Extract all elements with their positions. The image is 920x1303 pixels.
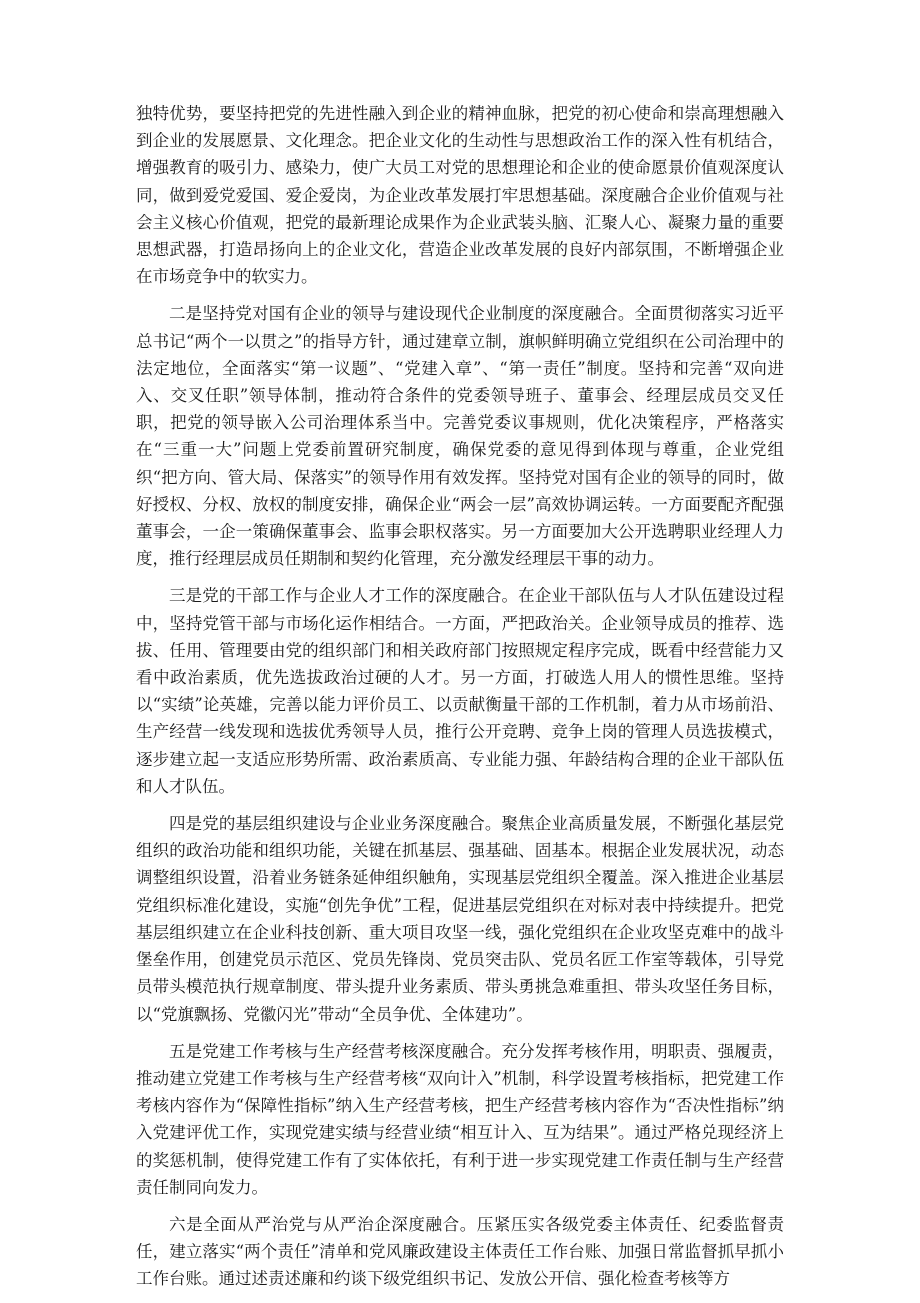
document-body [136, 100, 784, 1303]
paragraph-cadre-talent-work: 三是党的干部工作与企业人才工作的深度融合。在企业干部队伍与人才队伍建设过程中，坚持党管干部与市场化运作相结合。一方面，严把政治关。企业领导成员的推荐、选拔、任用、管理要由党的组织部门和相关政府部门按照规定程序完成，既看中经营能力又看中政治素质，优先选拔政治过硬的人才。另一方面，打破选人用人的惯性思维。坚持以“实绩”论英雄，完善以能力评价员工、以贡献衡量干部的工作机制，着力从市场前沿、生产经营一线发现和选拔优秀领导人员，推行公开竞聘、竞争上岗的管理人员选拔模式，逐步建立起一支适应形势所需、政治素质高、专业能力强、年龄结构合理的企业干部队伍和人才队伍。 [136, 586, 784, 796]
paragraph-grassroots-organization: 四是党的基层组织建设与企业业务深度融合。聚焦企业高质量发展，不断强化基层党组织的政治功能和组织功能，关键在抓基层、强基础、固基本。根据企业发展状况，动态调整组织设置，沿着业务链条延伸组织触角，实现基层党组织全覆盖。深入推进企业基层党组织标准化建设，实施“创先争优”工程，促进基层党组织在对标对表中持续提升。把党基层组织建立在企业科技创新、重大项目攻坚一线，强化党组织在企业攻坚克难中的战斗堡垒作用，创建党员示范区、党员先锋岗、党员突击队、党员名匠工作室等载体，引导党员带头模范执行规章制度、带头提升业务素质、带头勇挑急难重担、带头攻坚任务目标，以“党旗飘扬、党徽闪光”带动“全员争优、全体建功”。 [136, 814, 784, 1024]
paragraph-assessment-integration: 五是党建工作考核与生产经营考核深度融合。充分发挥考核作用，明职责、强履责，推动建立党建工作考核与生产经营考核“双向计入”机制，科学设置考核指标，把党建工作考核内容作为“保障性指标”纳入生产经营考核，把生产经营考核内容作为“否决性指标”纳入党建评优工作，实现党建实绩与经营业绩“相互计入、互为结果”。通过严格兑现经济上的奖惩机制，使得党建工作有了实体依托，有利于进一步实现党建工作责任制与生产经营责任制同向发力。 [136, 1041, 784, 1197]
paragraph-strict-governance: 六是全面从严治党与从严治企深度融合。压紧压实各级党委主体责任、纪委监督责任，建立落实“两个责任”清单和党风廉政建设主体责任工作台账、加强日常监督抓早抓小工作台账。通过述责述廉和约谈下级党组织书记、发放公开信、强化检查考核等方 [136, 1214, 784, 1289]
paragraph-party-leadership-governance: 二是坚持党对国有企业的领导与建设现代企业制度的深度融合。全面贯彻落实习近平总书记“两个一以贯之”的指导方针，通过建章立制，旗帜鲜明确立党组织在公司治理中的法定地位，全面落实“第一议题”、“党建入章”、“第一责任”制度。坚持和完善“双向进入、交叉任职”领导体制，推动符合条件的党委领导班子、董事会、经理层成员交叉任职，把党的领导嵌入公司治理体系当中。完善党委议事规则，优化决策程序，严格落实在“三重一大”问题上党委前置研究制度，确保党委的意见得到体现与尊重，企业党组织“把方向、管大局、保落实”的领导作用有效发挥。坚持党对国有企业的领导的同时，做好授权、分权、放权的制度安排，确保企业“两会一层”高效协调运转。一方面要配齐配强董事会，一企一策确保董事会、监事会职权落实。另一方面要加大公开选聘职业经理人力度，推行经理层成员任期制和契约化管理，充分激发经理层干事的动力。 [136, 304, 784, 569]
paragraph-culture-integration: 独特优势，要坚持把党的先进性融入到企业的精神血脉，把党的初心使命和崇高理想融入到企业的发展愿景、文化理念。把企业文化的生动性与思想政治工作的深入性有机结合，增强教育的吸引力、感染力，使广大员工对党的思想理论和企业的使命愿景价值观深度认同，做到爱党爱国、爱企爱岗，为企业改革发展打牢思想基础。深度融合企业价值观与社会主义核心价值观，把党的最新理论成果作为企业武装头脑、汇聚人心、凝聚力量的重要思想武器，打造昂扬向上的企业文化，营造企业改革发展的良好内部氛围，不断增强企业在市场竞争中的软实力。 [136, 104, 784, 287]
